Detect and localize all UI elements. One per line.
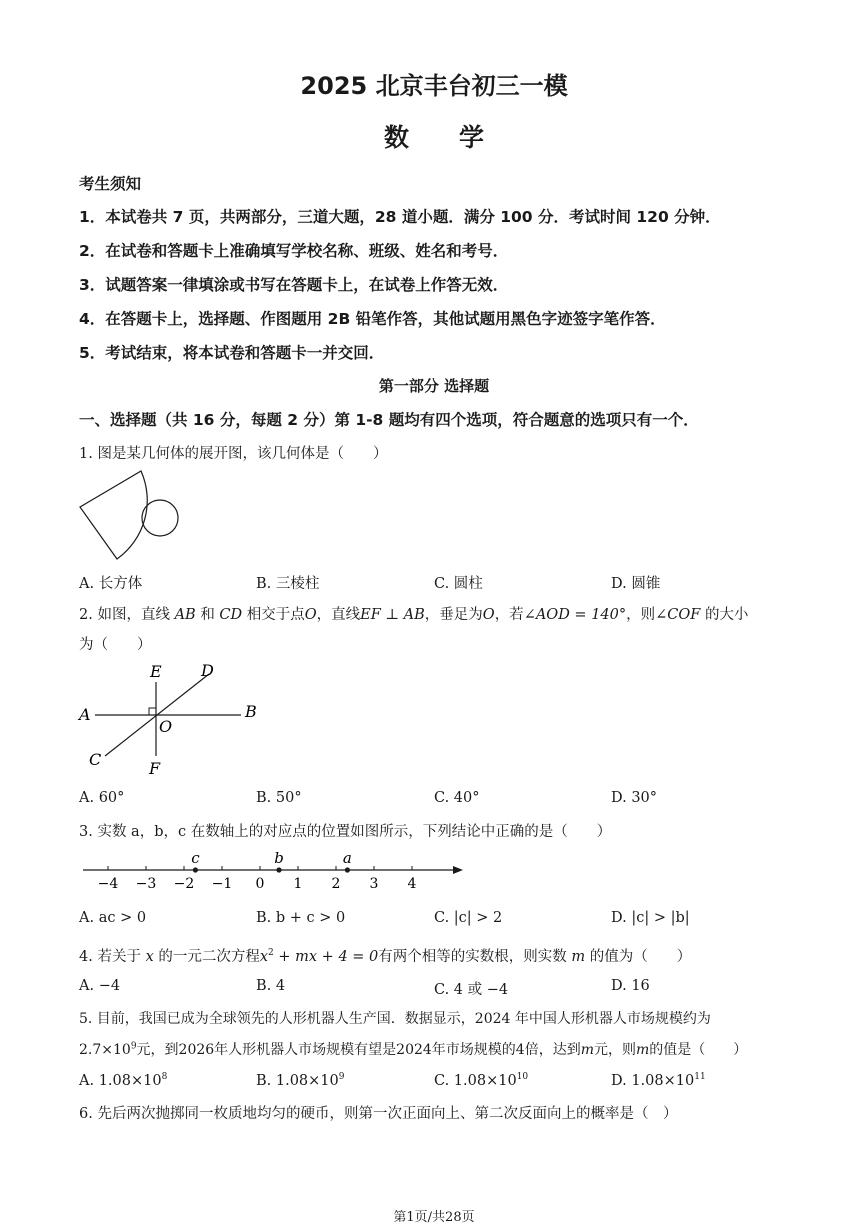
axis-tick-label: 1	[293, 876, 303, 892]
q1-net-figure	[75, 468, 185, 566]
notice-item: 5．考试结束，将本试卷和答题卡一并交回．	[79, 344, 385, 362]
question-6-stem: 6. 先后两次抛掷同一枚质地均匀的硬币，则第一次正面向上、第二次反面向上的概率是（ ）	[79, 1106, 678, 1122]
q5-option-c[interactable]: C. $1.08\times 10^{10}$	[434, 1072, 529, 1089]
q2-intersecting-lines-figure	[75, 658, 275, 783]
axis-tick-label: 0	[255, 876, 265, 892]
point-b	[276, 867, 281, 872]
notice-heading: 考生须知	[79, 175, 142, 193]
q3-number-line-figure	[75, 846, 475, 896]
part-heading: 第一部分 选择题	[378, 377, 490, 395]
notice-item: 2．在试卷和答题卡上准确填写学校名称、班级、姓名和考号．	[79, 242, 509, 260]
label-c: C	[89, 750, 102, 769]
section-heading: 一、选择题（共 16 分，每题 2 分）第 1-8 题均有四个选项，符合题意的选项只有一个．	[79, 411, 699, 429]
question-5-stem-line2: $2.7\times 10^9$元，到2026年人形机器人市场规模有望是2024年市场规模的4倍，达到m元，则m的值是（ ）	[79, 1041, 748, 1058]
question-2-stem: 2. 如图，直线 AB 和 CD 相交于点O，直线EF ⊥ AB，垂足为O，若∠AOD = 140°，则∠COF 的大小	[79, 607, 749, 623]
axis-tick-label: −2	[173, 876, 195, 892]
axis-tick-label: 4	[407, 876, 417, 892]
subject-title: 数学	[383, 123, 534, 152]
circle-shape	[142, 500, 178, 536]
q1-option-b[interactable]: B. 三棱柱	[256, 576, 320, 592]
q1-option-a[interactable]: A. 长方体	[79, 576, 143, 592]
axis-tick-label: −3	[135, 876, 157, 892]
notice-item: 1．本试卷共 7 页，共两部分，三道大题，28 道小题．满分 100 分．考试时间 120 分钟．	[79, 208, 721, 226]
sector-shape	[80, 471, 147, 559]
question-1-stem: 1. 图是某几何体的展开图，该几何体是（ ）	[79, 446, 388, 462]
q3-option-b[interactable]: B. b + c > 0	[256, 910, 346, 926]
notice-item: 4．在答题卡上，选择题、作图题用 2B 铅笔作答，其他试题用黑色字迹签字笔作答．	[79, 310, 666, 328]
q2-option-a[interactable]: A. 60°	[79, 790, 125, 806]
q2-option-d[interactable]: D. 30°	[611, 790, 658, 806]
exam-title: 2025 北京丰台初三一模	[300, 72, 568, 100]
q2-option-b[interactable]: B. 50°	[256, 790, 302, 806]
q4-option-b[interactable]: B. 4	[256, 978, 286, 994]
question-5-stem: 5. 目前，我国已成为全球领先的人形机器人生产国．数据显示，2024 年中国人形机器人市场规模约为	[79, 1011, 711, 1027]
label-a: A	[79, 705, 91, 724]
point-label-b: b	[274, 849, 284, 867]
label-e: E	[150, 662, 162, 681]
page-footer: 第1页/共28页	[393, 1210, 475, 1225]
right-angle-mark	[149, 708, 156, 715]
q4-option-a[interactable]: A. −4	[79, 978, 121, 994]
q4-option-d[interactable]: D. 16	[611, 978, 650, 994]
question-3-stem: 3. 实数 a，b，c 在数轴上的对应点的位置如图所示，下列结论中正确的是（ ）	[79, 824, 612, 840]
axis-tick-label: −4	[97, 876, 119, 892]
point-c	[193, 867, 198, 872]
label-o: O	[159, 717, 173, 736]
axis-arrow-icon	[453, 866, 463, 874]
q4-option-c[interactable]: C. 4 或 −4	[434, 982, 509, 998]
point-a	[345, 867, 350, 872]
q5-option-d[interactable]: D. $1.08\times 10^{11}$	[611, 1072, 706, 1089]
q5-option-a[interactable]: A. $1.08\times 10^8$	[79, 1072, 168, 1089]
point-label-a: a	[342, 849, 352, 867]
axis-tick-label: 3	[369, 876, 379, 892]
q1-option-d[interactable]: D. 圆锥	[611, 576, 661, 592]
point-label-c: c	[191, 849, 200, 867]
q3-option-a[interactable]: A. ac > 0	[79, 910, 147, 926]
q3-option-c[interactable]: C. |c| > 2	[434, 910, 503, 926]
q2-option-c[interactable]: C. 40°	[434, 790, 480, 806]
notice-item: 3．试题答案一律填涂或书写在答题卡上，在试卷上作答无效．	[79, 276, 509, 294]
question-2-stem-line2: 为（ ）	[79, 637, 152, 653]
label-d: D	[201, 661, 214, 680]
axis-tick-label: 2	[331, 876, 341, 892]
axis-tick-label: −1	[211, 876, 233, 892]
q3-option-d[interactable]: D. |c| > |b|	[611, 910, 690, 926]
label-b: B	[245, 702, 257, 721]
question-4-stem: 4. 若关于 x 的一元二次方程$x^2$ + mx + 4 = 0有两个相等的实数根，则实数 m 的值为（ ）	[79, 948, 692, 965]
q5-option-b[interactable]: B. $1.08\times 10^9$	[256, 1072, 345, 1089]
q1-option-c[interactable]: C. 圆柱	[434, 576, 483, 592]
label-f: F	[149, 759, 161, 778]
